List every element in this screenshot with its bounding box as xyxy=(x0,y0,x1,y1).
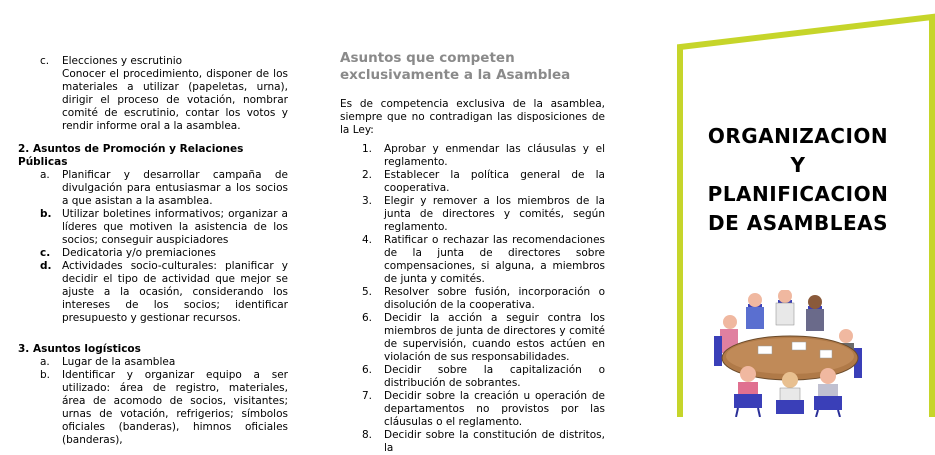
item-body: Conocer el procedimiento, disponer de los materiales a utilizar (papeletas, urna), dirigir el proceso de votación, nombrar comité de escrutinio, contar los votos y rendir informe oral a la asamblea. xyxy=(62,68,288,132)
item-number: 7. xyxy=(362,390,373,402)
item-number: b. xyxy=(40,208,52,220)
list-item xyxy=(18,208,288,247)
promotion-list xyxy=(18,169,288,325)
item-number: a. xyxy=(40,169,50,181)
list-item xyxy=(18,369,288,447)
meeting-clipart-icon xyxy=(708,290,868,417)
item-number: a. xyxy=(40,356,50,368)
section-heading: Asuntos que competen exclusivamente a la Asamblea xyxy=(340,50,571,83)
competence-list xyxy=(340,143,605,455)
list-item-c xyxy=(18,55,288,133)
list-item xyxy=(340,390,605,429)
item-text: Planificar y desarrollar campaña de divulgación para entusiasmar a los socios a que asistan a la asamblea. xyxy=(62,169,288,207)
item-text: Lugar de la asamblea xyxy=(62,356,176,368)
cover-title xyxy=(690,122,906,238)
cover-title-line: ORGANIZACION xyxy=(707,124,889,148)
cover-title-line: DE ASAMBLEAS xyxy=(707,211,889,235)
list-item xyxy=(340,429,605,455)
list-item xyxy=(18,356,288,369)
cover-title-line: PLANIFICACION xyxy=(707,182,889,206)
item-text: Dedicatoria y/o premiaciones xyxy=(62,247,216,259)
list-item xyxy=(18,169,288,208)
item-text: Decidir la acción a seguir contra los miembros de junta de directores y comité de supervisión, cuando estos actúen en violación de sus responsabilidades. xyxy=(384,312,605,363)
list-item xyxy=(340,234,605,286)
intro-paragraph: Es de competencia exclusiva de la asamblea, siempre que no contradigan las disposiciones de la Ley: xyxy=(340,98,605,136)
list-item xyxy=(18,260,288,325)
list-item xyxy=(340,312,605,364)
item-text: Establecer la política general de la cooperativa. xyxy=(384,169,605,194)
list-item xyxy=(340,364,605,390)
item-number: d. xyxy=(40,260,52,272)
list-item xyxy=(340,195,605,234)
item-text: Identificar y organizar equipo a ser utilizado: área de registro, materiales, área de acomodo de socios, visitantes; urnas de votación, refrigerios; símbolos oficiales (banderas), himnos oficiales (banderas), xyxy=(62,369,288,446)
list-item xyxy=(340,169,605,195)
item-text: Decidir sobre la creación u operación de departamentos no provistos por las cláusulas o el reglamento. xyxy=(384,390,605,428)
item-number: 2. xyxy=(362,169,373,181)
item-title: Elecciones y escrutinio xyxy=(62,55,183,67)
item-text: Decidir sobre la constitución de distritos, la xyxy=(384,429,605,454)
list-item xyxy=(340,143,605,169)
section-title-promotion: 2. Asuntos de Promoción y Relaciones Públicas xyxy=(18,143,244,168)
item-text: Decidir sobre la capitalización o distribución de sobrantes. xyxy=(384,364,605,389)
item-number: 3. xyxy=(362,195,373,207)
item-number: 6. xyxy=(362,312,373,324)
list-item xyxy=(18,247,288,260)
section-title-logistics: 3. Asuntos logísticos xyxy=(18,343,141,355)
column-middle xyxy=(340,50,605,455)
item-number: b. xyxy=(40,369,51,381)
item-text: Elegir y remover a los miembros de la junta de directores y comités, según reglamento. xyxy=(384,195,605,233)
column-left xyxy=(18,55,288,447)
item-number: c. xyxy=(40,247,51,259)
item-text: Aprobar y enmendar las cláusulas y el reglamento. xyxy=(384,143,605,168)
logistics-list xyxy=(18,356,288,447)
cover-title-line: Y xyxy=(790,153,806,177)
item-number: 6. xyxy=(362,364,373,376)
item-text: Actividades socio-culturales: planificar y decidir el tipo de actividad que mejor se ajuste a la ocasión, considerando los intereses de los socios; identificar presupuesto y gestionar recursos. xyxy=(62,260,288,324)
item-text: Resolver sobre fusión, incorporación o disolución de la cooperativa. xyxy=(384,286,605,311)
item-number: 8. xyxy=(362,429,373,441)
list-item xyxy=(340,286,605,312)
item-number: 5. xyxy=(362,286,373,298)
item-number: 4. xyxy=(362,234,373,246)
item-number: c. xyxy=(40,55,50,67)
item-text: Ratificar o rechazar las recomendaciones de la junta de directores sobre compensaciones, si alguna, a miembros de junta y comités. xyxy=(384,234,605,285)
item-text: Utilizar boletines informativos; organizar a líderes que motiven la asistencia de los socios; conseguir auspiciadores xyxy=(62,208,288,246)
item-number: 1. xyxy=(362,143,373,155)
